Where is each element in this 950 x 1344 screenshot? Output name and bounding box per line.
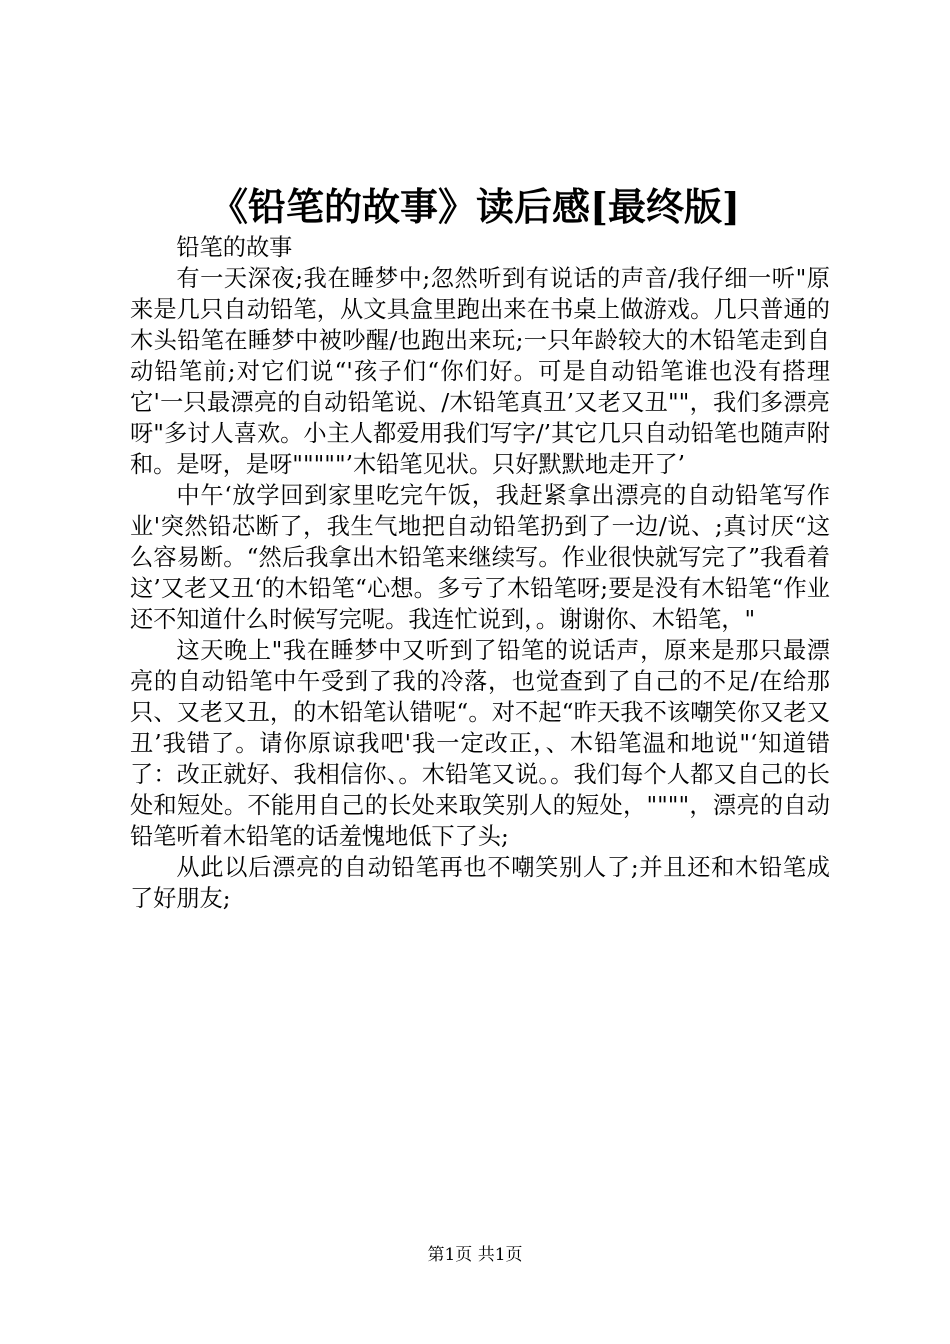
paragraph: 从此以后漂亮的自动铅笔再也不嘲笑别人了;并且还和木铅笔成了好朋友; — [130, 854, 830, 912]
document-body — [130, 232, 830, 914]
paragraph: 有一天深夜;我在睡梦中;忽然听到有说话的声音/我仔细一听"原来是几只自动铅笔，从文具盒里跑出来在书桌上做游戏。几只普通的木头铅笔在睡梦中被吵醒/也跑出来玩;一只年龄较大的木铅笔走到自动铅笔前;对它们说“'孩子们“你们好。可是自动铅笔谁也没有搭理它'一只最漂亮的自动铅笔说、/木铅笔真丑’又老又丑""，我们多漂亮呀"多讨人喜欢。小主人都爱用我们写字/’其它几只自动铅笔也随声附和。是呀，是呀"""""’木铅笔见状。只好默默地走开了’ — [130, 265, 830, 478]
paragraph-subtitle: 铅笔的故事 — [176, 234, 293, 261]
document-title: 《铅笔的故事》读后感[最终版] — [210, 184, 740, 229]
page-number-footer: 第1页 共1页 — [427, 1245, 523, 1265]
paragraph: 这天晚上"我在睡梦中又听到了铅笔的说话声，原来是那只最漂亮的自动铅笔中午受到了我的冷落，也觉查到了自己的不足/在给那只、又老又丑，的木铅笔认错呢“。对不起“昨天我不该嘲笑你又老又丑’我错了。请你原谅我吧'我一定改正，、木铅笔温和地说"‘知道错了：改正就好、我相信你、。木铅笔又说。。我们每个人都又自己的长处和短处。不能用自己的长处来取笑别人的短处，""""，漂亮的自动铅笔听着木铅笔的话羞愧地低下了头; — [130, 637, 830, 850]
paragraph: 中午‘放学回到家里吃完午饭，我赶紧拿出漂亮的自动铅笔写作业'突然铅芯断了，我生气地把自动铅笔扔到了一边/说、;真讨厌“这么容易断。“然后我拿出木铅笔来继续写。作业很快就写完了”我看着这’又老又丑‘的木铅笔“心想。多亏了木铅笔呀;要是没有木铅笔“作业还不知道什么时候写完呢。我连忙说到，。谢谢你、木铅笔，" — [130, 482, 830, 633]
